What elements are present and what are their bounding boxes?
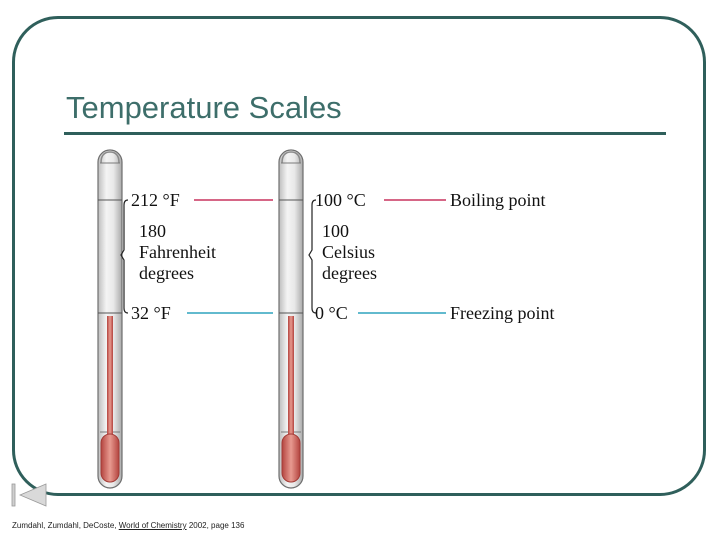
previous-slide-icon[interactable] xyxy=(6,480,52,510)
celsius-freezing-label: 0 °C xyxy=(315,303,348,323)
celsius-boiling-label: 100 °C xyxy=(315,190,366,210)
freezing-point-label: Freezing point xyxy=(450,303,555,323)
celsius-thermometer xyxy=(279,150,316,488)
fahrenheit-thermometer xyxy=(98,150,128,488)
celsius-range-unit: Celsius xyxy=(322,242,376,262)
boiling-point-label: Boiling point xyxy=(450,190,546,210)
citation-page: 2002, page 136 xyxy=(186,521,245,530)
fahrenheit-range-word: degrees xyxy=(139,263,194,283)
celsius-range-word: degrees xyxy=(322,263,377,283)
fahrenheit-range-unit: Fahrenheit xyxy=(139,242,216,262)
fahrenheit-mercury-column xyxy=(107,316,113,434)
celsius-range-number: 100 xyxy=(322,221,349,241)
source-citation xyxy=(12,521,244,530)
celsius-bulb xyxy=(282,434,300,482)
celsius-bracket xyxy=(309,200,316,313)
fahrenheit-bulb xyxy=(101,434,119,482)
citation-authors: Zumdahl, Zumdahl, DeCoste, xyxy=(12,521,119,530)
fahrenheit-range-number: 180 xyxy=(139,221,166,241)
page-title: Temperature Scales xyxy=(66,90,342,125)
fahrenheit-freezing-label: 32 °F xyxy=(131,303,171,323)
citation-book: World of Chemistry xyxy=(118,521,187,530)
celsius-mercury-column xyxy=(288,316,294,434)
fahrenheit-boiling-label: 212 °F xyxy=(131,190,180,210)
